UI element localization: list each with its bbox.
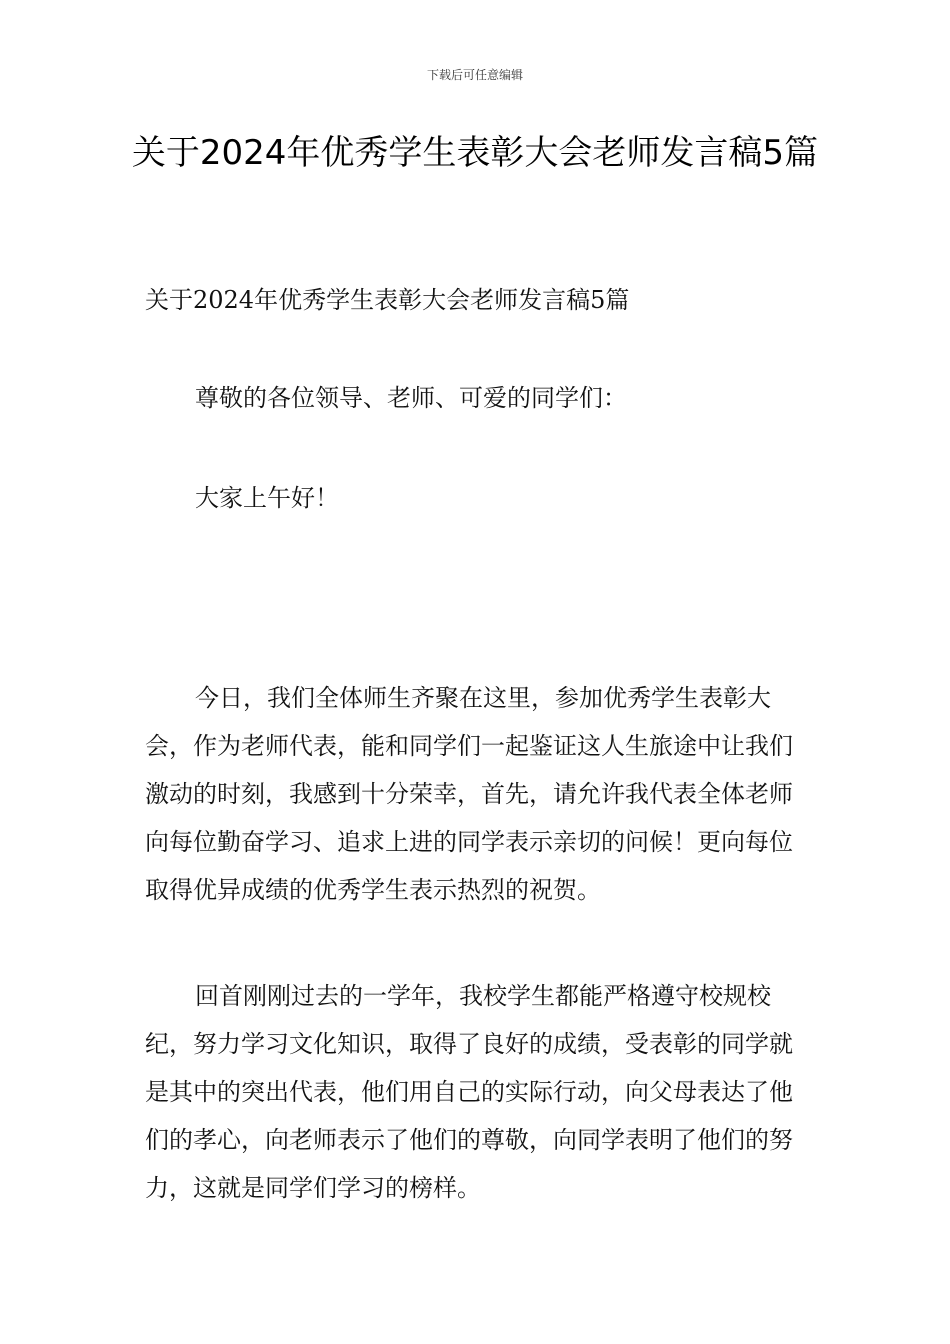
- document-title: 关于2024年优秀学生表彰大会老师发言稿5篇: [131, 133, 819, 173]
- body-paragraph-2: 回首刚刚过去的一学年，我校学生都能严格遵守校规校纪，努力学习文化知识，取得了良好的成绩，受表彰的同学就是其中的突出代表，他们用自己的实际行动，向父母表达了他们的孝心，向老师表示了他们的尊敬，向同学表明了他们的努力，这就是同学们学习的榜样。: [145, 982, 793, 1202]
- salutation: 尊敬的各位领导、老师、可爱的同学们：: [195, 384, 627, 412]
- document-subtitle: 关于2024年优秀学生表彰大会老师发言稿5篇: [145, 286, 630, 314]
- body-paragraph-1: 今日，我们全体师生齐聚在这里，参加优秀学生表彰大会，作为老师代表，能和同学们一起鉴证这人生旅途中让我们激动的时刻，我感到十分荣幸，首先，请允许我代表全体老师向每位勤奋学习、追求上进的同学表示亲切的问候！更向每位取得优异成绩的优秀学生表示热烈的祝贺。: [145, 684, 793, 904]
- greeting: 大家上午好！: [195, 484, 339, 512]
- header-note: 下载后可任意编辑: [426, 68, 523, 82]
